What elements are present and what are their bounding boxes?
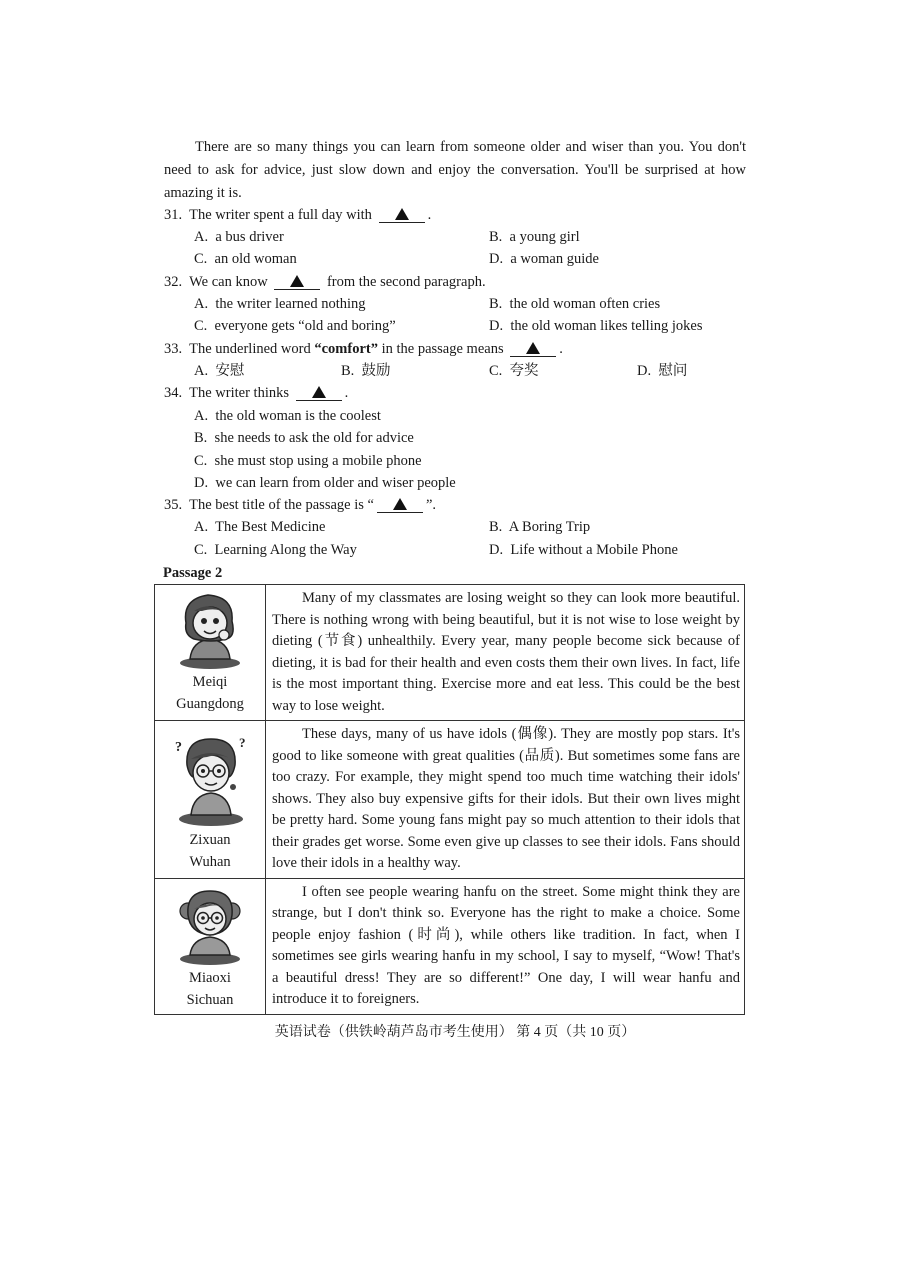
question-number: 35. [164,497,183,513]
student-name: Meiqi [192,674,228,690]
triangle-icon [393,498,407,510]
option-letter: A. [194,229,209,245]
question-stem-end: . [344,385,349,401]
svg-text:?: ? [239,735,246,750]
option-letter: C. [194,453,208,469]
option-text: a bus driver [215,229,284,245]
girl-glasses-avatar-icon [170,883,250,967]
option-text: Learning Along the Way [214,542,357,558]
option-35-b [489,517,590,537]
student-name: Miaoxi [189,969,231,986]
option-text: 安慰 [215,363,245,379]
option-letter: C. [194,251,208,267]
question-stem: The writer spent a full day with [189,207,372,223]
option-31-c [194,249,297,269]
option-31-b [489,227,580,247]
answer-blank [510,342,556,357]
option-letter: A. [194,296,209,312]
option-31-a [194,227,284,247]
option-35-d [489,540,678,560]
student-paragraph: These days, many of us have idols (偶像). They are mostly pop stars. It's good to like someone with great qualities (品质). But sometimes some fans are too crazy. For example, they might spend too much time watching their idols' shows. They also buy expensive gifts for their idols. But their own lives might be pretty hard. Some young fans might pay so much attention to their idols that their grades get worse. Some even give up classes to see their idols. Fans should love their idols in a healthy way. [272,726,740,871]
option-text: A Boring Trip [508,519,591,535]
option-text: a young girl [509,229,580,245]
option-letter: B. [489,229,503,245]
option-31-d [489,249,599,269]
answer-blank [296,386,342,401]
option-34-a [194,406,381,426]
option-letter: C. [194,542,208,558]
answer-blank [379,208,425,223]
question-number: 32. [164,274,183,290]
option-text: 慰问 [658,363,688,379]
table-row [155,721,745,879]
question-33 [164,339,563,359]
option-text: she needs to ask the old for advice [214,430,414,446]
option-32-a [194,294,366,314]
option-text: we can learn from older and wiser people [215,475,456,491]
student-cell [155,585,266,721]
option-34-d [194,473,456,493]
student-cell [155,878,266,1014]
option-33-a [194,361,244,381]
option-letter: A. [194,408,209,424]
svg-text:?: ? [175,740,182,755]
question-31 [164,205,431,225]
option-34-c [194,451,422,471]
option-letter: B. [341,363,355,379]
triangle-icon [312,386,326,398]
option-text: 鼓励 [361,363,391,379]
option-letter: D. [194,475,209,491]
option-33-b [341,361,391,381]
student-place: Wuhan [189,854,231,870]
triangle-icon [290,275,304,287]
question-stem: The writer thinks [189,385,289,401]
option-text: she must stop using a mobile phone [214,453,422,469]
option-text: 夸奖 [509,363,539,379]
option-letter: D. [637,363,652,379]
option-text: the old woman is the coolest [215,408,381,424]
table-row [155,585,745,721]
question-32 [164,272,486,292]
option-letter: D. [489,542,504,558]
option-letter: D. [489,318,504,334]
boy-avatar-icon [167,729,253,829]
intro-paragraph: There are so many things you can learn from someone older and wiser than you. You don't need to ask for advice, just slow down and enjoy the conversation. You'll be surprised at how amazing it is. [164,139,746,201]
passage-2-table [154,584,745,1015]
option-34-b [194,428,414,448]
answer-blank [377,498,423,513]
option-text: The Best Medicine [215,519,326,535]
student-name: Zixuan [189,832,231,848]
student-text-cell [266,878,745,1014]
triangle-icon [526,342,540,354]
question-stem: The best title of the passage is “ [189,497,374,513]
option-letter: D. [489,251,504,267]
option-text: an old woman [214,251,297,267]
question-35 [164,495,436,515]
option-letter: A. [194,519,209,535]
option-33-c [489,361,539,381]
option-text: Life without a Mobile Phone [510,542,678,558]
question-34 [164,383,348,403]
option-33-d [637,361,687,381]
question-number: 34. [164,385,183,401]
page-footer: 英语试卷（供铁岭葫芦岛市考生使用） 第 4 页（共 10 页） [274,1025,636,1040]
underlined-word: “comfort” [314,341,378,357]
question-stem-middle: in the passage means [381,341,504,357]
question-stem-end: . [559,341,563,357]
option-letter: C. [194,318,208,334]
option-32-c [194,316,396,336]
question-stem: The underlined word [189,341,311,357]
option-35-c [194,540,357,560]
option-text: everyone gets “old and boring” [214,318,396,334]
option-letter: B. [489,296,503,312]
triangle-icon [395,208,409,220]
student-text-cell [266,585,745,721]
table-row [155,878,745,1014]
option-32-b [489,294,660,314]
option-letter: B. [489,519,503,535]
student-text-cell [266,721,745,879]
student-place: Guangdong [176,696,244,712]
option-35-a [194,517,325,537]
option-text: the old woman likes telling jokes [510,318,703,334]
question-number: 33. [164,341,183,357]
student-paragraph: Many of my classmates are losing weight so they can look more beautiful. There is nothing wrong with being beautiful, but it is not wise to lose weight by dieting (节食) unhealthily. Every year, many people become sick because of dieting, it is bad for their health and even costs them their own lives. In fact, life is the most important thing. Exercise more and eat less. This could be the best way to lose weight. [272,590,740,714]
student-place: Sichuan [186,991,234,1008]
option-text: a woman guide [510,251,599,267]
passage-2-title: Passage 2 [163,565,223,581]
question-stem-end: from the second paragraph. [326,274,486,290]
option-32-d [489,316,702,336]
student-cell [155,721,266,879]
question-number: 31. [164,207,183,223]
option-letter: C. [489,363,503,379]
student-paragraph: I often see people wearing hanfu on the street. Some might think they are strange, but I don't think so. Everyone has the right to make a choice. Some people enjoy fashion (时尚), while others like tradition. In fact, when I sometimes see girls wearing hanfu in my school, I say to myself, “Wow! That's a beautiful dress! They are so different!” One day, I will wear hanfu and introduce it to foreigners. [272,883,740,1007]
option-text: the writer learned nothing [215,296,366,312]
question-stem: We can know [189,274,268,290]
answer-blank [274,275,320,290]
option-letter: A. [194,363,209,379]
option-letter: B. [194,430,208,446]
question-stem-end: ”. [425,497,437,513]
girl-avatar-icon [172,589,248,671]
option-text: the old woman often cries [509,296,661,312]
question-stem-end: . [427,207,432,223]
